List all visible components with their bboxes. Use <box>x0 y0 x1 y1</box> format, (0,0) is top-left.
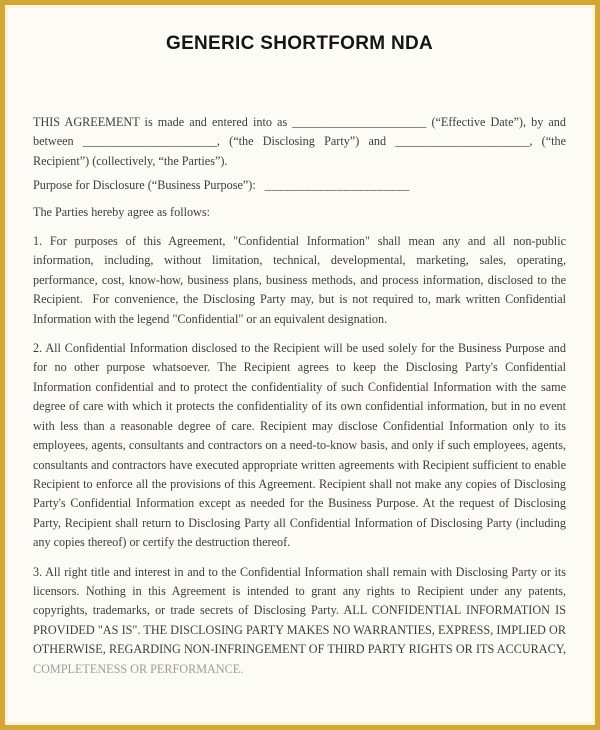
document-title: GENERIC SHORTFORM NDA <box>165 33 434 54</box>
agreement-lead-in: The Parties hereby agree as follows: <box>33 204 210 219</box>
purpose-line <box>33 176 566 195</box>
business-purpose-blank: ______________________ <box>264 178 410 193</box>
clause-3 <box>33 563 566 679</box>
clause-3-faded-tail: COMPLETENESS OR PERFORMANCE. <box>33 661 244 676</box>
clause-1: 1. For purposes of this Agreement, "Confidential Information" shall mean any and all non-public information, including, without limitation, technical, developmental, marketing, sales, operating, performance, cost, know-how, business plans, business methods, and process information, disclosed to the Recipient. For convenience, the Disclosing Party may, but is not required to, mark written Confidential Information with the legend "Confidential" or an equivalent designation. <box>33 234 566 326</box>
clause-3-text: 3. All right title and interest in and to the Confidential Information shall remain with Disclosing Party or its licensors. Nothing in this Agreement is intended to grant any rights to Recipient under any patents, copyrights, trademarks, or trade secrets of Disclosing Party. ALL CONFIDENTIAL INFORMATION IS PROVIDED "AS IS". THE DISCLOSING PARTY MAKES NO WARRANTIES, EXPRESS, IMPLIED OR OTHERWISE, REGARDING NON-INFRINGEMENT OF THIRD PARTY RIGHTS OR ITS ACCURACY, <box>33 564 566 657</box>
clause-2: 2. All Confidential Information disclosed to the Recipient will be used solely for the Business Purpose and for no other purpose whatsoever. The Recipient agrees to keep the Disclosing Party's Confidential Information confidential and to protect the confidentiality of such Confidential Information with the same degree of care with which it protects the confidentiality of its own confidential information, but in no event with less than a reasonable degree of care. Recipient may disclose Confidential Information only to its employees, agents, consultants and contractors on a need-to-know basis, and only if such employees, agents, consultants and contractors have executed appropriate written agreements with Recipient sufficient to enable Recipient to enforce all the provisions of this Agreement. Recipient shall not make any copies of Disclosing Party's Confidential Information except as needed for the Business Purpose. At the request of Disclosing Party, Recipient shall return to Disclosing Party all Confidential Information of Disclosing Party (including any copies thereof) or certify the destruction thereof. <box>33 341 566 550</box>
intro-clause: THIS AGREEMENT is made and entered into as ______________________ (“Effective Date”), by and between ______________________, (“the Disclosing Party”) and ______________________, (“the Recipient”) (collectively, “the Parties”). <box>33 115 566 168</box>
purpose-label: Purpose for Disclosure (“Business Purpose”): <box>33 178 256 193</box>
